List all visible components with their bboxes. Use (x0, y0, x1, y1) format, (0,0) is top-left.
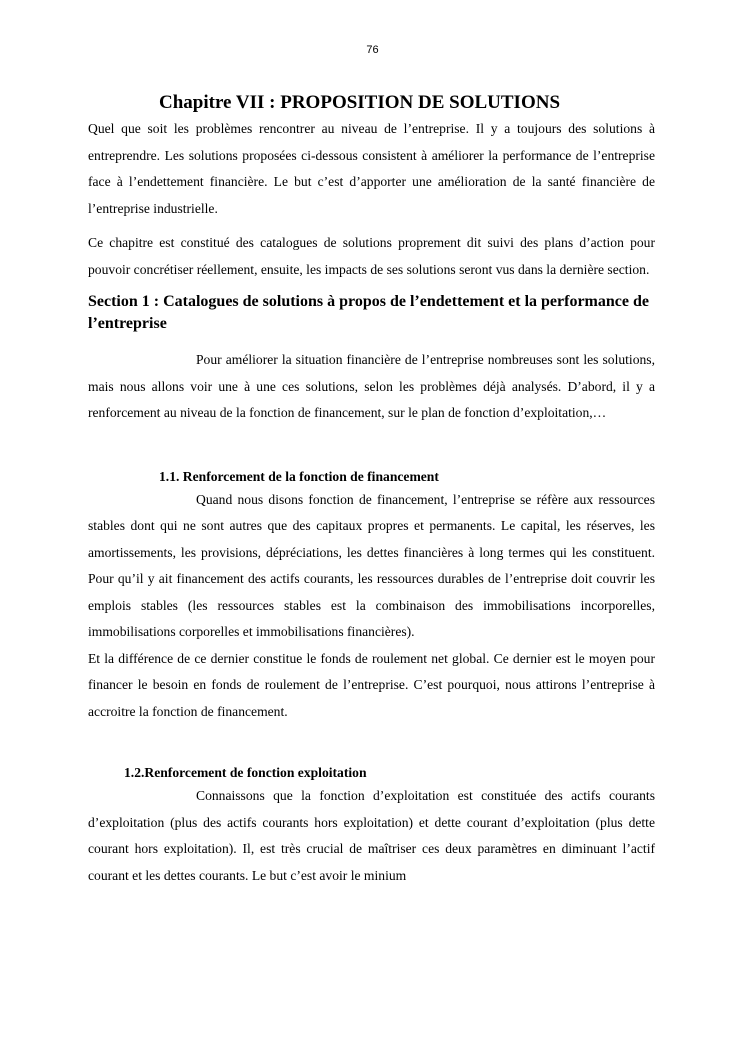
subsection-1-1-paragraph-1: Quand nous disons fonction de financement, l’entreprise se réfère aux ressources stables dont qui ne sont autres que des capitaux propres et permanents. Le capital, les réserves, les amortissements, les provisions, dépréciations, les dettes financières à long termes qui les constituent. Pour qu’il y ait financement des actifs courants, les ressources durables de l’entreprise doit couvrir les emplois stables (les ressources stables est la combinaison des immobilisations incorporelles, immobilisations corporelles et immobilisations financières). (88, 491, 655, 639)
subsection-1-2-title: 1.2.Renforcement de fonction exploitation (124, 765, 367, 780)
intro-paragraph-2: Ce chapitre est constitué des catalogues de solutions proprement dit suivi des plans d’action pour pouvoir concrétiser réellement, ensuite, les impacts de ses solutions seront vus dans la dernière section. (88, 235, 655, 277)
subsection-1-2-paragraph-1: Connaissons que la fonction d’exploitation est constituée des actifs courants d’exploitation (plus des actifs courants hors exploitation) et dette courant d’exploitation (plus dette courant hors exploitation). Il, est très crucial de maîtriser ces deux paramètres en diminuant l’actif courant et les dettes courants. Le but c’est avoir le minium (88, 788, 655, 883)
subsection-1-1-title: 1.1. Renforcement de la fonction de financement (159, 468, 439, 484)
page-number: 76 (366, 44, 379, 56)
section-1-paragraph: Pour améliorer la situation financière de l’entreprise nombreuses sont les solutions, mais nous allons voir une à une ces solutions, selon les problèmes déjà analysés. D’abord, il y a renforcement au niveau de la fonction de financement, sur le plan de fonction d’exploitation,… (88, 352, 655, 420)
subsection-1-1-paragraph-2: Et la différence de ce dernier constitue le fonds de roulement net global. Ce dernier est le moyen pour financer le besoin en fonds de roulement de l’entreprise. C’est pourquoi, nous attirons l’entreprise à accroitre la fonction de financement. (88, 650, 655, 719)
document-body (88, 90, 655, 889)
chapter-title: Chapitre VII : PROPOSITION DE SOLUTIONS (159, 92, 561, 113)
section-1-title: Section 1 : Catalogues de solutions à propos de l’endettement et la performance de l’entreprise (88, 293, 649, 332)
intro-paragraph-1: Quel que soit les problèmes rencontrer au niveau de l’entreprise. Il y a toujours des solutions à entreprendre. Les solutions proposées ci-dessous consistent à améliorer la performance de l’entreprise face à l’endettement financière. Le but c’est d’apporter une amélioration de la santé financière de l’entreprise industrielle. (88, 121, 655, 216)
